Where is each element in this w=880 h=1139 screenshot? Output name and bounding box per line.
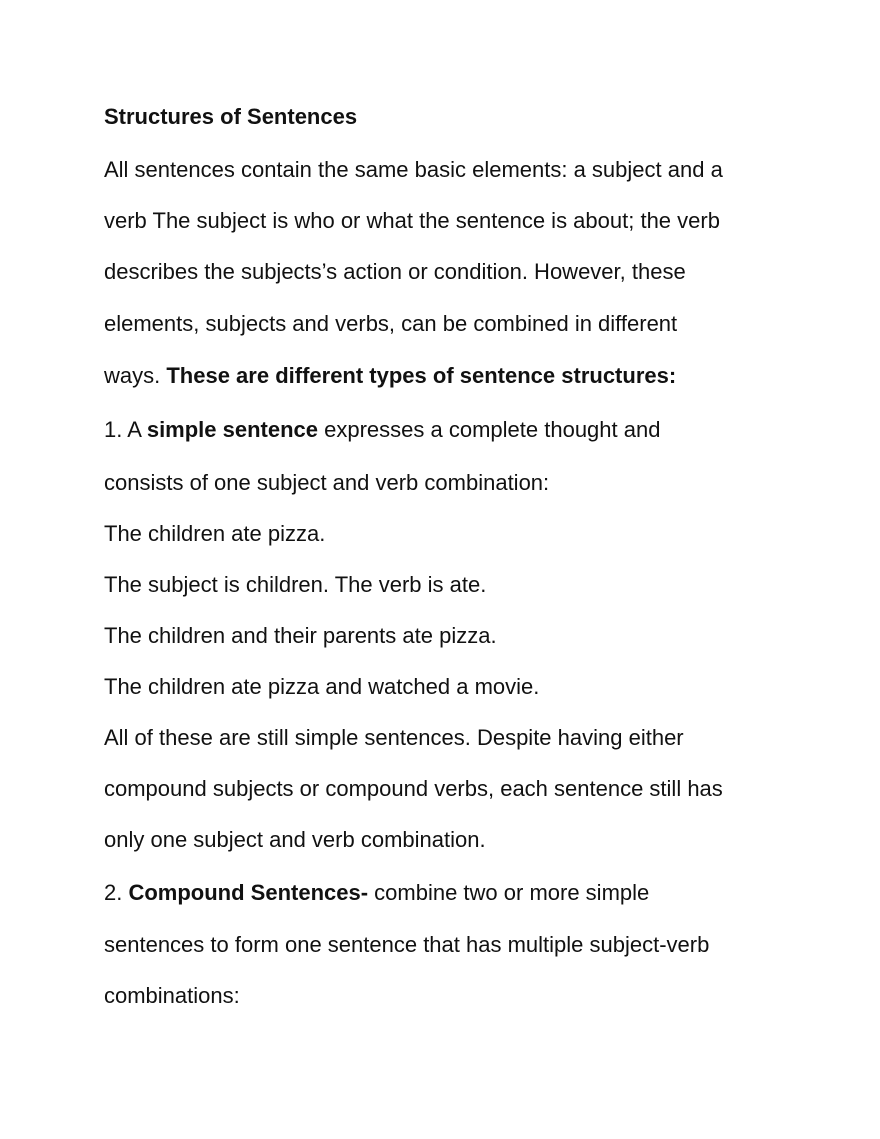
example-line: The subject is children. The verb is ate. <box>104 572 487 597</box>
example-line: The children and their parents ate pizza. <box>104 623 497 648</box>
paragraph-line: combinations: <box>104 983 240 1008</box>
paragraph-line: describes the subjects’s action or condition. However, these <box>104 259 686 284</box>
document-title: Structures of Sentences <box>104 104 358 129</box>
example-line: The children ate pizza and watched a movie. <box>104 674 540 699</box>
paragraph-line: sentences to form one sentence that has multiple subject-verb <box>104 932 710 957</box>
bold-text: These are different types of sentence structures: <box>166 363 677 388</box>
example-line: The children ate pizza. <box>104 521 326 546</box>
paragraph-text: ways. <box>104 363 167 388</box>
paragraph-line: consists of one subject and verb combination: <box>104 470 550 495</box>
paragraph-line <box>104 362 804 390</box>
paragraph-line: only one subject and verb combination. <box>104 827 486 852</box>
paragraph-text: combine two or more simple <box>368 880 650 905</box>
list-number: 2. <box>104 880 129 905</box>
list-item-compound-sentences <box>104 879 804 907</box>
term-simple-sentence: simple sentence <box>146 417 319 442</box>
paragraph-line: verb The subject is who or what the sentence is about; the verb <box>104 208 720 233</box>
paragraph-line: elements, subjects and verbs, can be combined in different <box>104 311 678 336</box>
list-number: 1. A <box>104 417 147 442</box>
term-compound-sentences: Compound Sentences- <box>128 880 369 905</box>
paragraph-line: All of these are still simple sentences. Despite having either <box>104 725 684 750</box>
list-item-simple-sentence <box>104 416 804 444</box>
paragraph-line: compound subjects or compound verbs, each sentence still has <box>104 776 723 801</box>
paragraph-text: expresses a complete thought and <box>318 417 661 442</box>
paragraph-line: All sentences contain the same basic elements: a subject and a <box>104 157 723 182</box>
